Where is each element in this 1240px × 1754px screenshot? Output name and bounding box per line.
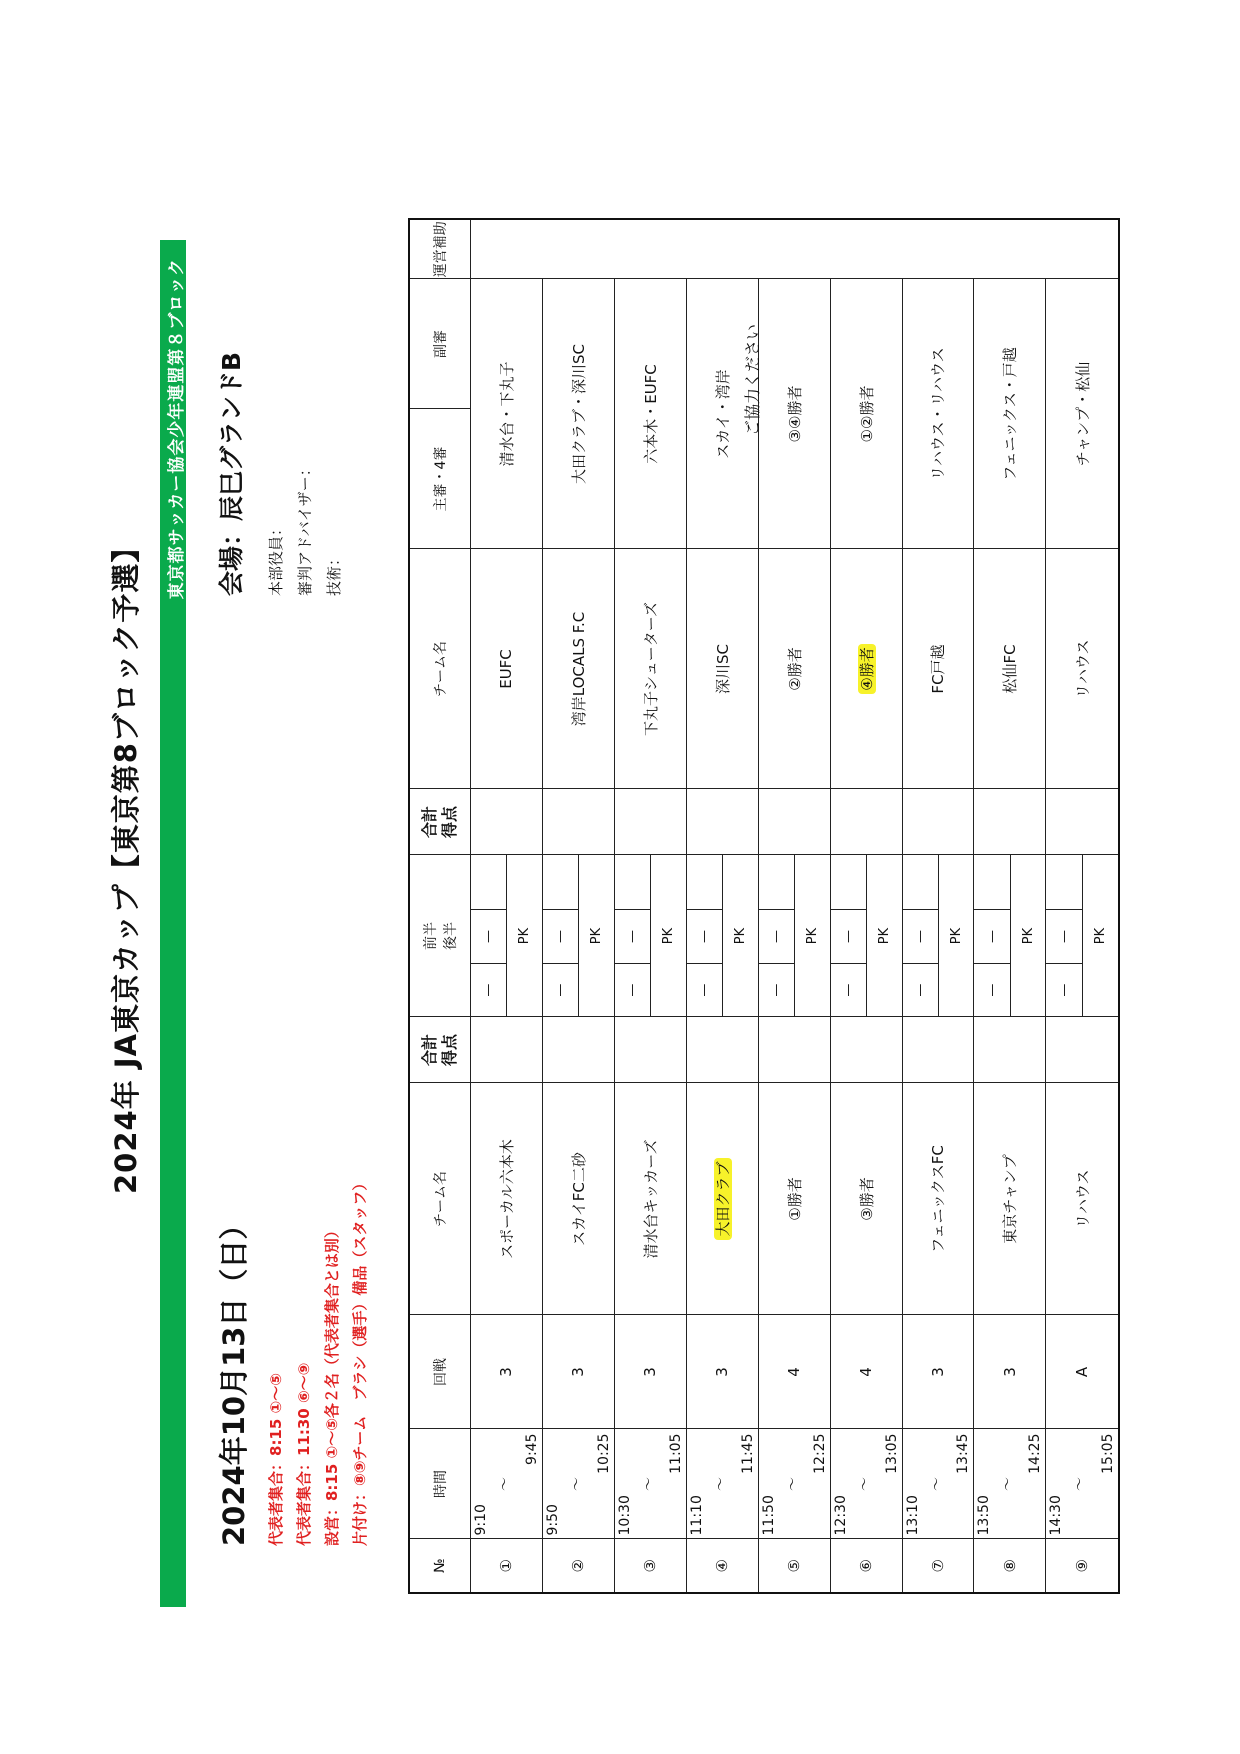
team2-name: ④勝者 xyxy=(858,644,876,693)
score-grid xyxy=(831,856,902,1017)
score-cell xyxy=(686,855,758,1017)
match-time xyxy=(471,1429,543,1539)
team2-cell xyxy=(974,549,1046,789)
header-no: № xyxy=(409,1539,471,1593)
team1-cell xyxy=(471,1083,543,1315)
team1-total xyxy=(902,1017,974,1083)
second-half-cell: — xyxy=(831,909,866,963)
staff-line: 審判アドバイザー： xyxy=(296,461,314,596)
second-half-cell: — xyxy=(687,909,722,963)
match-number: ⑦ xyxy=(928,1559,947,1573)
match-number: ① xyxy=(497,1559,516,1573)
team2-cell xyxy=(758,549,830,789)
end-time: 14:25 xyxy=(1027,1433,1044,1474)
team1-cell xyxy=(614,1083,686,1315)
score-cell xyxy=(614,855,686,1017)
match-row xyxy=(902,219,974,1593)
round-value: 4 xyxy=(857,1367,876,1377)
pk-cell: PK xyxy=(722,856,757,1017)
blank-cell xyxy=(687,856,722,910)
pk-cell: PK xyxy=(938,856,973,1017)
blank-cell xyxy=(1046,856,1082,910)
time-tilde: 〜 xyxy=(568,1477,585,1491)
header-halves xyxy=(409,855,471,1017)
team1-name: 大田クラブ xyxy=(714,1159,732,1240)
match-round xyxy=(471,1315,543,1429)
match-time xyxy=(758,1429,830,1539)
score-grid xyxy=(903,856,974,1017)
team1-name: フェニックスFC xyxy=(929,1145,948,1253)
header-score-label: 得点 xyxy=(440,806,459,839)
team1-cell xyxy=(974,1083,1046,1315)
match-time xyxy=(614,1429,686,1539)
score-grid xyxy=(1046,856,1118,1017)
team1-cell xyxy=(758,1083,830,1315)
staff-block xyxy=(262,461,349,596)
score-grid xyxy=(974,856,1045,1017)
first-half-cell: — xyxy=(687,963,722,1017)
match-no xyxy=(614,1539,686,1593)
score-grid xyxy=(471,856,542,1017)
header-round: 回戦 xyxy=(409,1315,471,1429)
second-half-cell: — xyxy=(471,909,506,963)
score-grid xyxy=(687,856,758,1017)
referee-names: スカイ・湾岸 xyxy=(713,369,732,459)
score-cell xyxy=(542,855,614,1017)
pk-cell: PK xyxy=(506,856,541,1017)
pk-cell: PK xyxy=(578,856,613,1017)
match-round xyxy=(830,1315,902,1429)
team2-name: 松仙FC xyxy=(1001,644,1020,694)
match-row xyxy=(542,219,614,1593)
start-time: 14:30 xyxy=(1048,1495,1065,1536)
round-value: 3 xyxy=(569,1367,588,1377)
match-row xyxy=(758,219,830,1593)
header-total-label: 合計 xyxy=(420,806,439,839)
referee-names: 清水台・下丸子 xyxy=(497,361,516,467)
round-value: 3 xyxy=(641,1367,660,1377)
second-half-cell: — xyxy=(974,909,1009,963)
first-half-cell: — xyxy=(615,963,650,1017)
second-half-cell: — xyxy=(1046,909,1082,963)
match-number: ⑨ xyxy=(1073,1559,1092,1573)
score-cell xyxy=(471,855,543,1017)
referee-cell xyxy=(974,279,1046,549)
match-time xyxy=(974,1429,1046,1539)
notes-block xyxy=(262,1176,374,1546)
team2-cell xyxy=(830,549,902,789)
team1-name: ③勝者 xyxy=(857,1177,876,1221)
match-round xyxy=(902,1315,974,1429)
match-no xyxy=(758,1539,830,1593)
first-half-cell: — xyxy=(471,963,506,1017)
header-assistant: 副審 xyxy=(409,279,471,409)
match-number: ⑧ xyxy=(1000,1559,1019,1573)
referee-names: フェニックス・戸越 xyxy=(1001,347,1020,481)
team2-cell xyxy=(471,549,543,789)
referee-names: チャンプ・松仙 xyxy=(1073,361,1092,467)
second-half-cell: — xyxy=(759,909,794,963)
header-second-half: 後半 xyxy=(443,922,459,950)
score-grid xyxy=(759,856,830,1017)
header-time: 時間 xyxy=(409,1429,471,1539)
team2-total xyxy=(974,789,1046,855)
team1-total xyxy=(758,1017,830,1083)
page-title: 2024年 JA東京カップ【東京第8ブロック予選】 xyxy=(109,532,143,1194)
venue-name: 会場：辰巳グランドB xyxy=(217,351,246,596)
score-cell xyxy=(1046,855,1119,1017)
time-tilde: 〜 xyxy=(497,1477,513,1491)
score-cell xyxy=(974,855,1046,1017)
match-row xyxy=(471,219,543,1593)
match-number: ③ xyxy=(641,1559,660,1573)
match-number: ② xyxy=(569,1559,588,1573)
team2-name: 下丸子シューターズ xyxy=(641,602,660,736)
team2-total xyxy=(542,789,614,855)
referee-names: ③④勝者 xyxy=(785,385,804,443)
end-time: 11:05 xyxy=(667,1433,684,1474)
header-score-label: 得点 xyxy=(440,1034,459,1067)
team1-name: リハウス xyxy=(1073,1169,1092,1229)
team2-name: 深川SC xyxy=(713,644,732,694)
team1-name: 東京チャンプ xyxy=(1001,1154,1020,1244)
team2-total xyxy=(758,789,830,855)
team1-name: ①勝者 xyxy=(785,1177,804,1221)
team2-cell xyxy=(686,549,758,789)
time-tilde: 〜 xyxy=(784,1477,801,1491)
team1-cell xyxy=(1046,1083,1119,1315)
match-row xyxy=(974,219,1046,1593)
header-total2 xyxy=(409,789,471,855)
team1-total xyxy=(471,1017,543,1083)
time-tilde: 〜 xyxy=(1000,1477,1017,1491)
round-value: 3 xyxy=(928,1367,947,1377)
blank-cell xyxy=(471,856,506,910)
team1-cell xyxy=(902,1083,974,1315)
first-half-cell: — xyxy=(903,963,938,1017)
referee-cell xyxy=(542,279,614,549)
team1-total xyxy=(1046,1017,1119,1083)
start-time: 13:50 xyxy=(976,1495,993,1536)
match-no xyxy=(542,1539,614,1593)
team1-total xyxy=(542,1017,614,1083)
team2-total xyxy=(614,789,686,855)
header-row xyxy=(409,219,471,1593)
match-no xyxy=(686,1539,758,1593)
referee-cell xyxy=(758,279,830,549)
team2-name: EUFC xyxy=(497,649,516,689)
match-number: ④ xyxy=(713,1559,732,1573)
team1-cell xyxy=(542,1083,614,1315)
team2-total xyxy=(902,789,974,855)
referee-cell xyxy=(902,279,974,549)
staff-line: 技術： xyxy=(325,550,343,596)
match-number: ⑥ xyxy=(857,1559,876,1573)
first-half-cell: — xyxy=(831,963,866,1017)
referee-cell xyxy=(830,279,902,549)
blank-cell xyxy=(831,856,866,910)
score-cell xyxy=(902,855,974,1017)
time-tilde: 〜 xyxy=(640,1477,657,1491)
header-total-label: 合計 xyxy=(420,1034,439,1067)
time-tilde: 〜 xyxy=(1072,1477,1089,1491)
start-time: 13:10 xyxy=(904,1495,921,1536)
header-first-half: 前半 xyxy=(423,922,439,950)
end-time: 9:45 xyxy=(523,1433,540,1465)
score-cell xyxy=(758,855,830,1017)
team2-name: 湾岸LOCALS F.C xyxy=(569,611,588,727)
support-cell xyxy=(471,219,1120,279)
end-time: 13:45 xyxy=(955,1433,972,1474)
match-time xyxy=(542,1429,614,1539)
end-time: 11:45 xyxy=(739,1433,756,1474)
team1-total xyxy=(974,1017,1046,1083)
score-grid xyxy=(543,856,614,1017)
blank-cell xyxy=(759,856,794,910)
match-no xyxy=(1046,1539,1119,1593)
start-time: 9:10 xyxy=(473,1504,489,1536)
first-half-cell: — xyxy=(974,963,1009,1017)
end-time: 10:25 xyxy=(595,1433,612,1474)
team1-total xyxy=(686,1017,758,1083)
round-value: A xyxy=(1073,1366,1092,1378)
start-time: 9:50 xyxy=(544,1504,561,1536)
pk-cell: PK xyxy=(794,856,829,1017)
header-referee: 主審・4審 xyxy=(409,409,471,549)
round-value: 3 xyxy=(497,1367,516,1377)
team1-total xyxy=(830,1017,902,1083)
team2-cell xyxy=(542,549,614,789)
second-half-cell: — xyxy=(615,909,650,963)
team2-total xyxy=(1046,789,1119,855)
score-cell xyxy=(830,855,902,1017)
pk-cell: PK xyxy=(650,856,685,1017)
second-half-cell: — xyxy=(903,909,938,963)
support-request: ご協力ください xyxy=(743,323,762,436)
referee-names: リハウス・リハウス xyxy=(929,347,948,481)
pk-cell: PK xyxy=(1010,856,1045,1017)
round-value: 4 xyxy=(785,1367,804,1377)
organization-name: 東京都サッカー協会少年連盟第８ブロック xyxy=(167,258,187,600)
round-value: 3 xyxy=(713,1367,732,1377)
end-time: 12:25 xyxy=(811,1433,828,1474)
team2-cell xyxy=(1046,549,1119,789)
schedule-table xyxy=(408,218,1120,1594)
blank-cell xyxy=(903,856,938,910)
team2-name: ②勝者 xyxy=(785,647,804,691)
referee-names: 大田クラブ・深川SC xyxy=(569,344,588,484)
referee-cell xyxy=(614,279,686,549)
organization-banner xyxy=(160,240,186,1607)
match-round xyxy=(686,1315,758,1429)
match-time xyxy=(1046,1429,1119,1539)
pk-cell: PK xyxy=(1082,856,1118,1017)
second-half-cell: — xyxy=(543,909,578,963)
match-no xyxy=(902,1539,974,1593)
staff-line: 本部役員： xyxy=(267,520,285,596)
blank-cell xyxy=(543,856,578,910)
header-team2: チーム名 xyxy=(409,549,471,789)
header-team1: チーム名 xyxy=(409,1083,471,1315)
start-time: 10:30 xyxy=(616,1495,633,1536)
team2-cell xyxy=(902,549,974,789)
team1-total xyxy=(614,1017,686,1083)
team2-name: FC戸越 xyxy=(929,644,948,694)
match-number: ⑤ xyxy=(785,1559,804,1573)
note-line: 代表者集合：11:30 ⑥〜⑨ xyxy=(295,1362,313,1546)
start-time: 12:30 xyxy=(832,1495,849,1536)
header-total1 xyxy=(409,1017,471,1083)
blank-cell xyxy=(974,856,1009,910)
team2-total xyxy=(471,789,543,855)
referee-names: 六本木・EUFC xyxy=(641,364,660,464)
time-tilde: 〜 xyxy=(928,1477,945,1491)
round-value: 3 xyxy=(1000,1367,1019,1377)
match-time xyxy=(830,1429,902,1539)
note-line: 設営：8:15 ①〜⑤各２名（代表者集合とは別） xyxy=(323,1223,341,1546)
match-row xyxy=(614,219,686,1593)
team2-total xyxy=(830,789,902,855)
start-time: 11:50 xyxy=(760,1495,777,1536)
match-time xyxy=(686,1429,758,1539)
referee-cell xyxy=(471,279,543,549)
score-grid xyxy=(615,856,686,1017)
match-row xyxy=(1046,219,1119,1593)
team1-cell xyxy=(830,1083,902,1315)
first-half-cell: — xyxy=(1046,963,1082,1017)
time-tilde: 〜 xyxy=(856,1477,873,1491)
time-tilde: 〜 xyxy=(712,1477,729,1491)
team1-name: スポーカル六本木 xyxy=(497,1139,516,1259)
match-round xyxy=(542,1315,614,1429)
referee-cell xyxy=(1046,279,1119,549)
match-row xyxy=(830,219,902,1593)
first-half-cell: — xyxy=(543,963,578,1017)
match-round xyxy=(758,1315,830,1429)
team1-name: 清水台キッカーズ xyxy=(641,1139,660,1259)
note-line: 片付け：⑧⑨チーム ブラシ（選手）備品（スタッフ） xyxy=(351,1175,369,1546)
end-time: 15:05 xyxy=(1100,1433,1116,1474)
match-round xyxy=(1046,1315,1119,1429)
match-no xyxy=(830,1539,902,1593)
blank-cell xyxy=(615,856,650,910)
match-round xyxy=(614,1315,686,1429)
match-round xyxy=(974,1315,1046,1429)
team1-name: スカイFC二砂 xyxy=(569,1152,588,1246)
team2-cell xyxy=(614,549,686,789)
team2-total xyxy=(686,789,758,855)
team1-cell xyxy=(686,1083,758,1315)
end-time: 13:05 xyxy=(883,1433,900,1474)
first-half-cell: — xyxy=(759,963,794,1017)
pk-cell: PK xyxy=(866,856,901,1017)
note-line: 代表者集合：8:15 ①〜⑤ xyxy=(267,1373,285,1546)
team2-name: リハウス xyxy=(1073,639,1092,699)
start-time: 11:10 xyxy=(688,1495,705,1536)
match-no xyxy=(974,1539,1046,1593)
match-no xyxy=(471,1539,543,1593)
match-time xyxy=(902,1429,974,1539)
header-support: 運営補助 xyxy=(409,219,471,279)
event-date: 2024年10月13日（日） xyxy=(217,1210,251,1546)
referee-names: ①②勝者 xyxy=(857,385,876,443)
